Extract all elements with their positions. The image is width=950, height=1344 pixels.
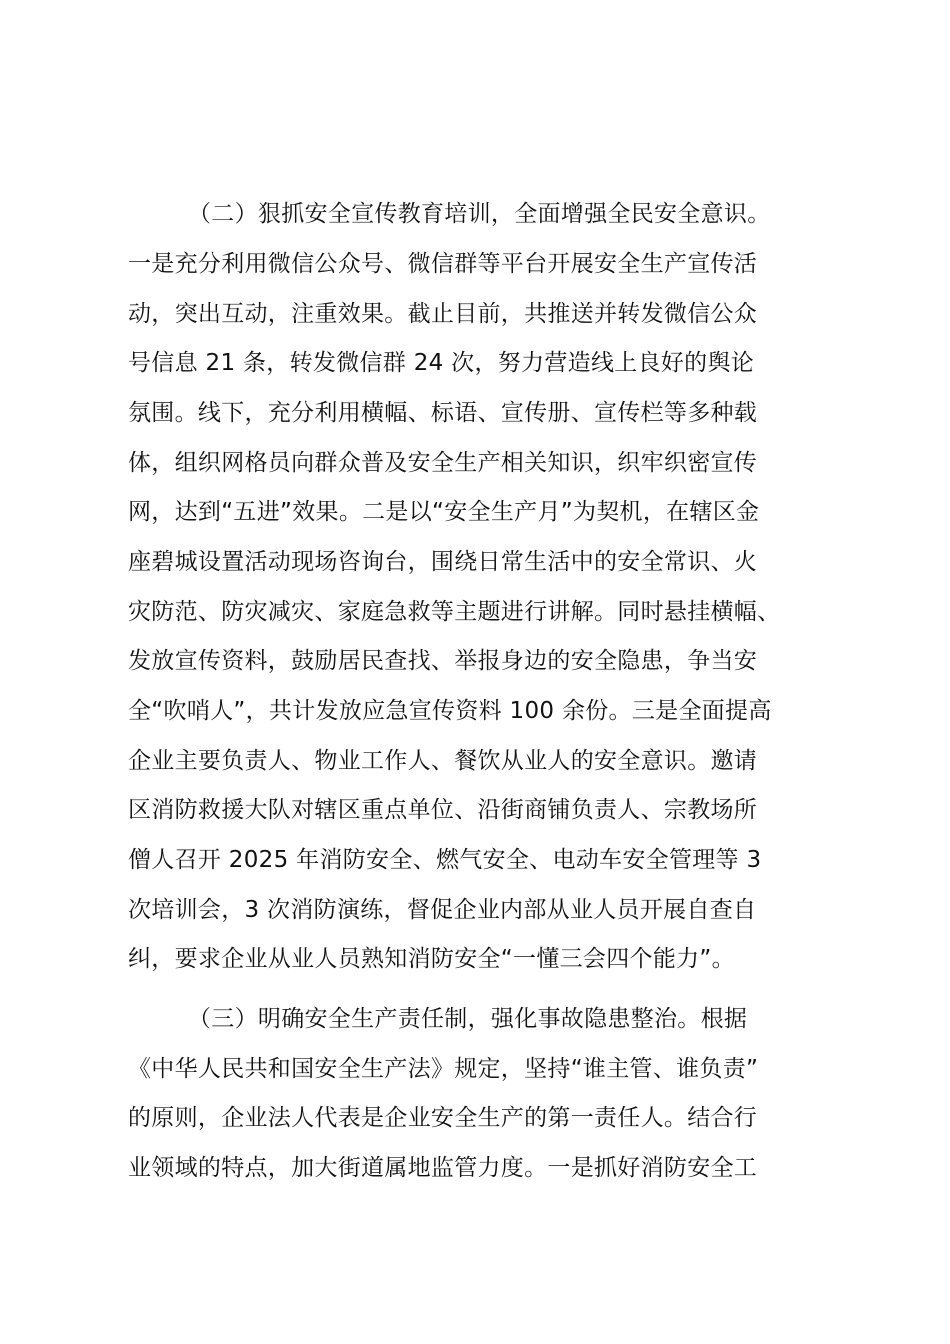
paragraph-2-line: 网，达到“五进”效果。二是以“安全生产月”为契机，在辖区金 [128, 499, 760, 525]
paragraph-3-line: 业领域的特点，加大街道属地监管力度。一是抓好消防安全工 [128, 1155, 758, 1181]
paragraph-2-line: 号信息 21 条，转发微信群 24 次，努力营造线上良好的舆论 [128, 350, 755, 376]
paragraph-2-heading-line: （二）狠抓安全宣传教育培训，全面增强全民安全意识。 [188, 201, 771, 227]
paragraph-2-line: 发放宣传资料，鼓励居民查找、举报身边的安全隐患，争当安 [128, 648, 758, 674]
paragraph-2-line: 一是充分利用微信公众号、微信群等平台开展安全生产宣传活 [128, 251, 758, 277]
paragraph-2-line: 纠，要求企业从业人员熟知消防安全“一懂三会四个能力”。 [128, 946, 735, 972]
paragraph-2-line: 次培训会，3 次消防演练，督促企业内部从业人员开展自查自 [128, 897, 757, 923]
paragraph-3-line: 的原则，企业法人代表是企业安全生产的第一责任人。结合行 [128, 1105, 758, 1131]
paragraph-2-line: 灾防范、防灾减灾、家庭急救等主题进行讲解。同时悬挂横幅、 [128, 599, 781, 625]
paragraph-2-line: 氛围。线下，充分利用横幅、标语、宣传册、宣传栏等多种载 [128, 400, 758, 426]
paragraph-2-line: 体，组织网格员向群众普及安全生产相关知识，织牢织密宣传 [128, 450, 758, 476]
paragraph-2-line: 企业主要负责人、物业工作人、餐饮从业人的安全意识。邀请 [128, 748, 758, 774]
paragraph-2-line: 僧人召开 2025 年消防安全、燃气安全、电动车安全管理等 3 [128, 847, 762, 873]
paragraph-2-line: 座碧城设置活动现场咨询台，围绕日常生活中的安全常识、火 [128, 549, 758, 575]
paragraph-3-heading-line: （三）明确安全生产责任制，强化事故隐患整治。根据 [188, 1006, 748, 1032]
paragraph-2-line: 全“吹哨人”，共计发放应急宣传资料 100 余份。三是全面提高 [128, 698, 772, 724]
paragraph-2-line: 动，突出互动，注重效果。截止目前，共推送并转发微信公众 [128, 301, 758, 327]
paragraph-2-line: 区消防救援大队对辖区重点单位、沿街商铺负责人、宗教场所 [128, 797, 758, 823]
paragraph-3-line: 《中华人民共和国安全生产法》规定，坚持“谁主管、谁负责” [128, 1056, 759, 1082]
